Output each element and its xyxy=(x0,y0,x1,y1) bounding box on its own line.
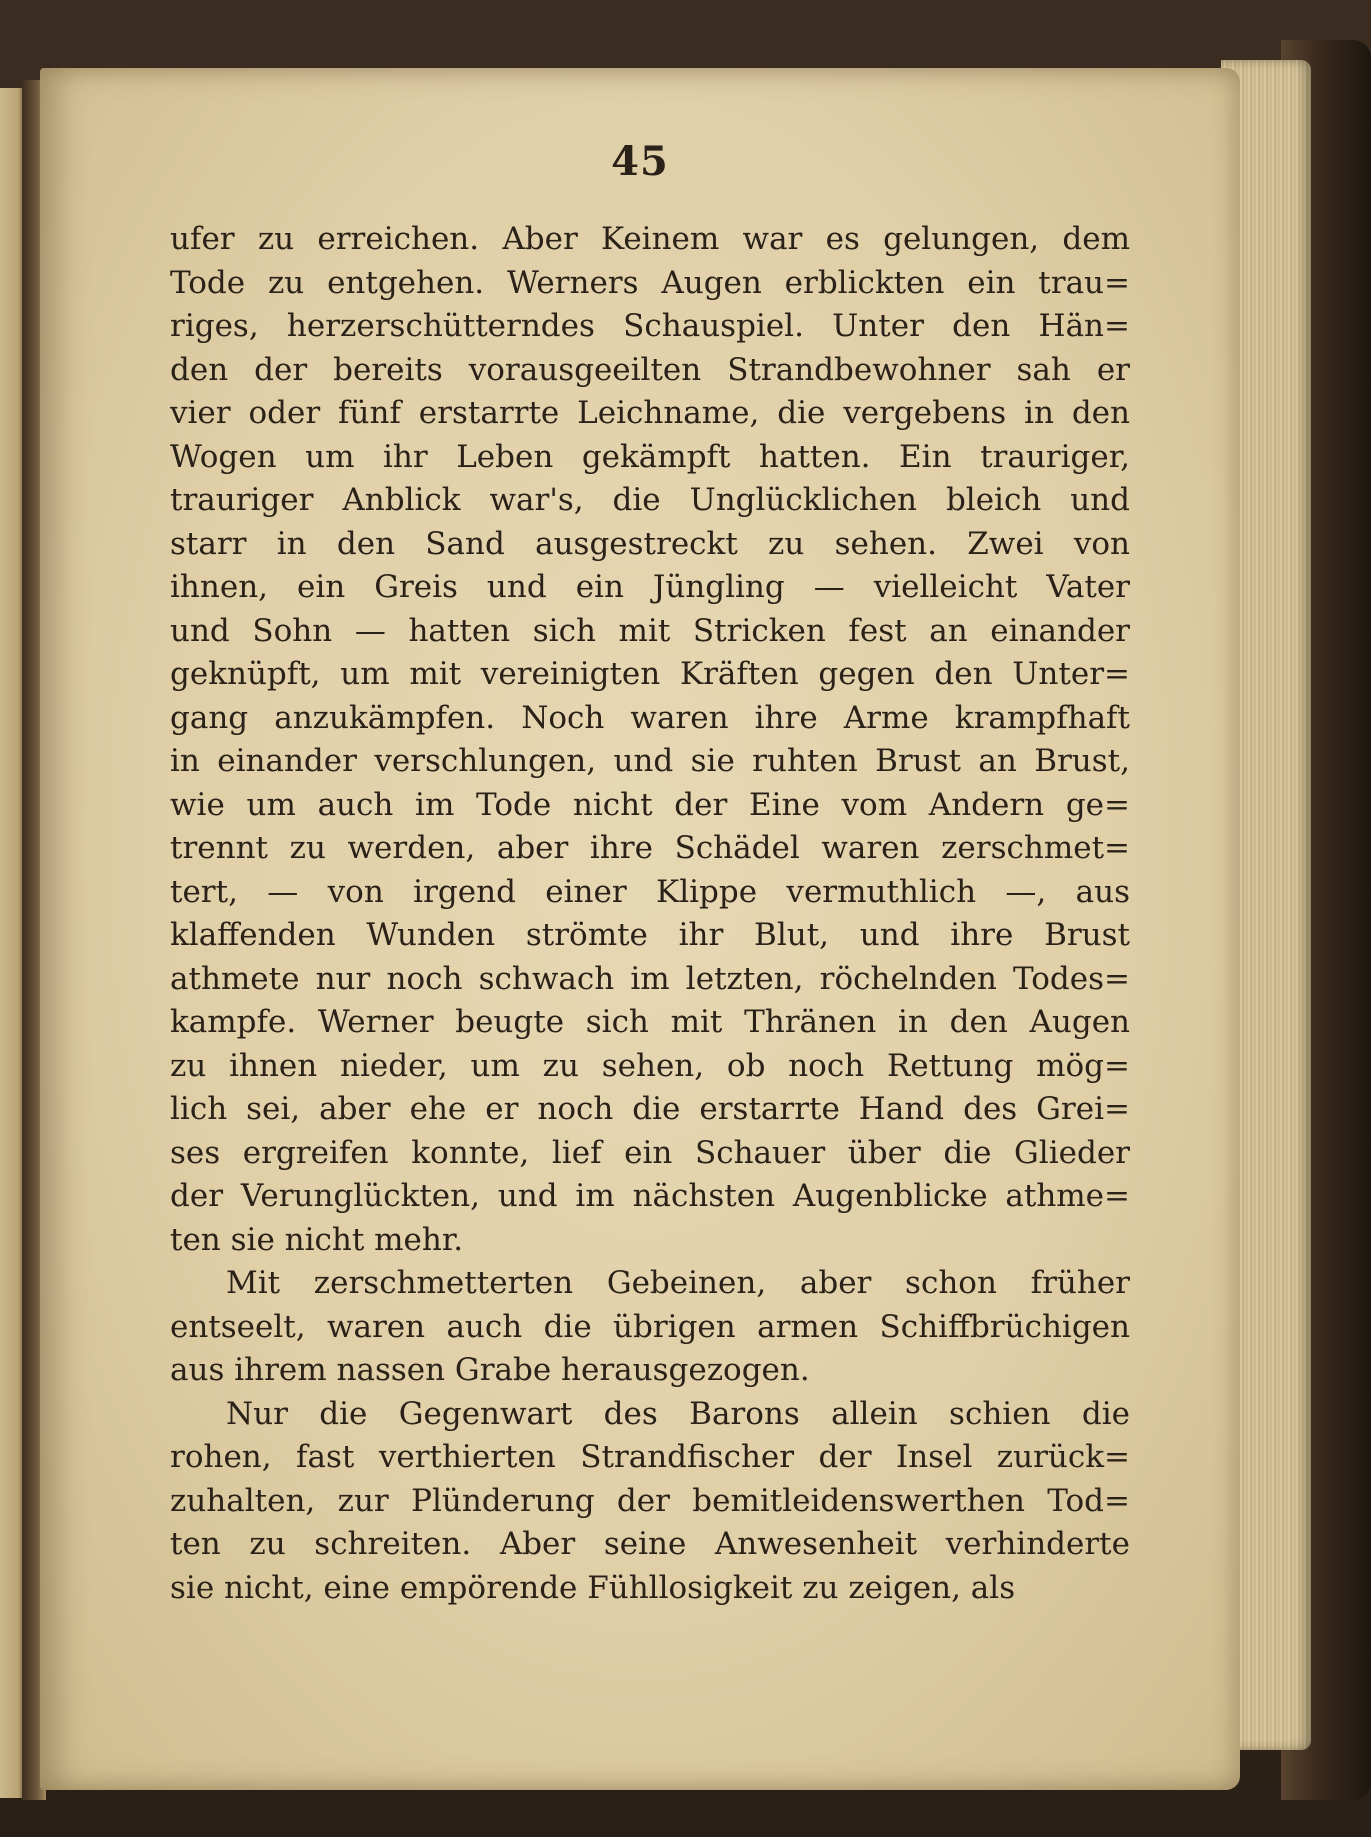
paragraph xyxy=(170,1393,1130,1611)
text-line: wie um auch im Tode nicht der Eine vom Andern ge= xyxy=(170,786,1130,823)
text-line: aus ihrem nassen Grabe herausgezogen. xyxy=(170,1352,810,1388)
text-line: tert, — von irgend einer Klippe vermuthlich —, aus xyxy=(170,873,1130,910)
text-line: riges, herzerschütterndes Schauspiel. Unter den Hän= xyxy=(170,308,1130,344)
text-line: trauriger Anblick war's, die Unglücklichen bleich und xyxy=(170,482,1130,518)
paragraph xyxy=(170,218,1130,1262)
text-line: ten sie nicht mehr. xyxy=(170,1221,464,1258)
text-line: Tode zu entgehen. Werners Augen erblickten ein trau= xyxy=(170,264,1130,301)
page-number: 45 xyxy=(611,138,669,185)
text-line: athmete nur noch schwach im letzten, röchelnden Todes= xyxy=(170,960,1130,997)
text-line: Mit zerschmetterten Gebeinen, aber schon früher xyxy=(226,1265,1130,1301)
text-line: gang anzukämpfen. Noch waren ihre Arme krampfhaft xyxy=(170,699,1130,736)
text-line: kampfe. Werner beugte sich mit Thränen in den Augen xyxy=(170,1004,1130,1040)
text-line: ufer zu erreichen. Aber Keinem war es gelungen, dem xyxy=(170,221,1130,257)
body-text xyxy=(170,218,1130,1610)
text-line: ten zu schreiten. Aber seine Anwesenheit verhinderte xyxy=(170,1526,1130,1562)
text-line: den der bereits vorausgeeilten Strandbewohner sah er xyxy=(170,351,1130,388)
paragraph xyxy=(170,1262,1130,1393)
text-line: geknüpft, um mit vereinigten Kräften gegen den Unter= xyxy=(170,656,1130,692)
text-line: klaffenden Wunden strömte ihr Blut, und ihre Brust xyxy=(170,917,1130,953)
text-line: lich sei, aber ehe er noch die erstarrte Hand des Grei= xyxy=(170,1091,1130,1127)
text-line: ihnen, ein Greis und ein Jüngling — vielleicht Vater xyxy=(170,569,1130,605)
text-line: entseelt, waren auch die übrigen armen Schiffbrüchigen xyxy=(170,1308,1130,1345)
text-line: und Sohn — hatten sich mit Stricken fest an einander xyxy=(170,612,1130,649)
text-line: in einander verschlungen, und sie ruhten Brust an Brust, xyxy=(170,743,1130,779)
text-line: sie nicht, eine empörende Fühllosigkeit zu zeigen, als xyxy=(170,1569,1016,1606)
text-line: der Verunglückten, und im nächsten Augenblicke athme= xyxy=(170,1178,1130,1214)
book-page xyxy=(40,68,1240,1790)
text-line: Nur die Gegenwart des Barons allein schien die xyxy=(226,1395,1130,1432)
text-line: zuhalten, zur Plünderung der bemitleidenswerthen Tod= xyxy=(170,1482,1130,1519)
text-line: Wogen um ihr Leben gekämpft hatten. Ein trauriger, xyxy=(170,438,1130,475)
text-line: starr in den Sand ausgestreckt zu sehen. Zwei von xyxy=(170,525,1130,562)
text-line: rohen, fast verthierten Strandfischer der Insel zurück= xyxy=(170,1439,1130,1475)
text-line: vier oder fünf erstarrte Leichname, die vergebens in den xyxy=(170,395,1130,431)
text-line: zu ihnen nieder, um zu sehen, ob noch Rettung mög= xyxy=(170,1047,1130,1084)
text-line: trennt zu werden, aber ihre Schädel waren zerschmet= xyxy=(170,830,1130,866)
text-line: ses ergreifen konnte, lief ein Schauer über die Glieder xyxy=(170,1134,1130,1171)
